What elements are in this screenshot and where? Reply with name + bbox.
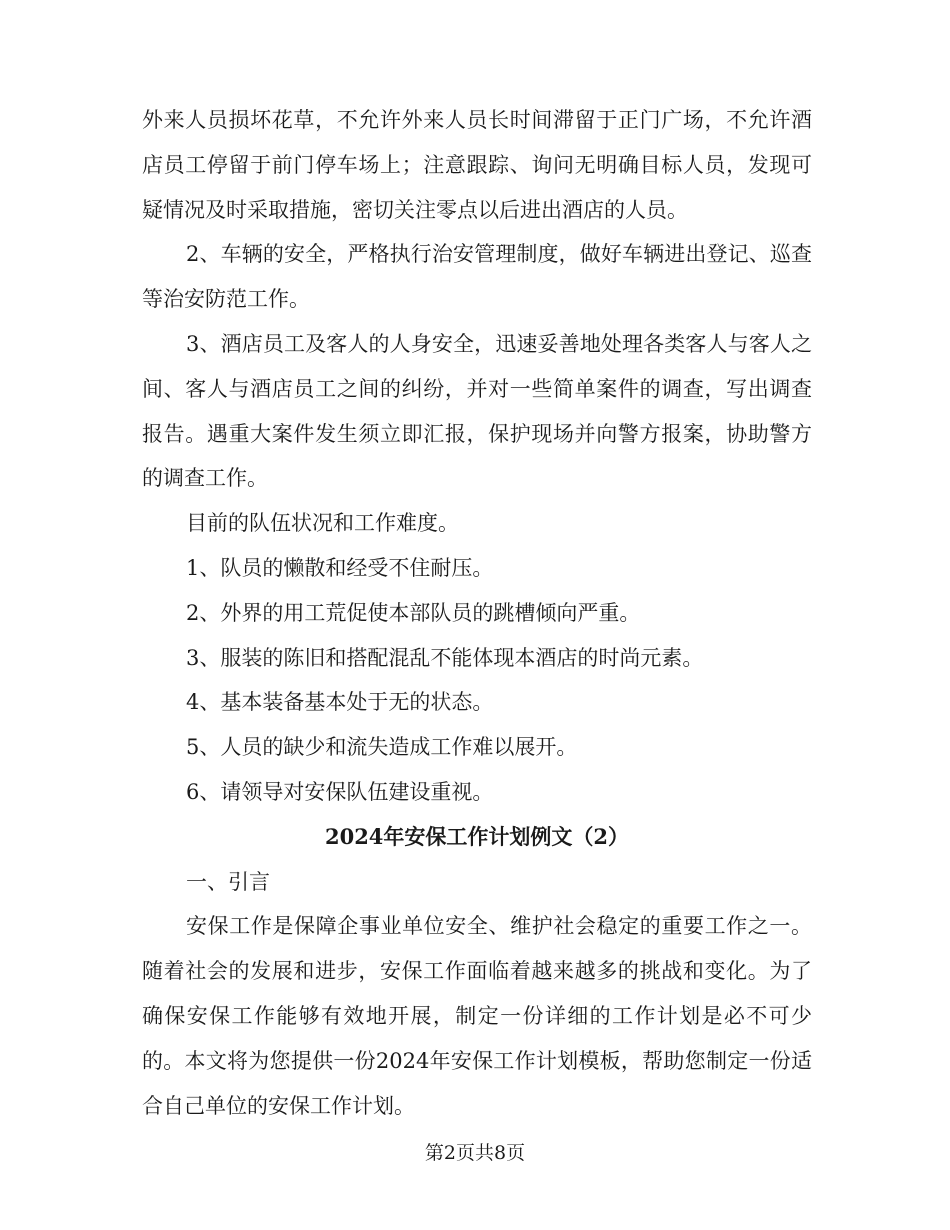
list-item-3: 3、服装的陈旧和搭配混乱不能体现本酒店的时尚元素。: [186, 645, 704, 670]
page-number-footer: 第2页共8页: [424, 1142, 526, 1164]
list-item-2: 2、外界的用工荒促使本部队员的跳槽倾向严重。: [186, 600, 641, 625]
section-title: 2024年安保工作计划例文（2）: [324, 823, 630, 849]
paragraph-1: 外来人员损坏花草，不允许外来人员长时间滞留于正门广场，不允许酒店员工停留于前门停车场上；注意跟踪、询问无明确目标人员，发现可疑情况及时采取措施，密切关注零点以后进出酒店的人员。: [142, 108, 812, 222]
document-body: [142, 98, 812, 1128]
list-item-5: 5、人员的缺少和流失造成工作难以展开。: [186, 735, 578, 760]
list-item-4: 4、基本装备基本处于无的状态。: [186, 690, 494, 715]
list-item-6: 6、请领导对安保队伍建设重视。: [186, 779, 494, 804]
list-item-1: 1、队员的懒散和经受不住耐压。: [186, 555, 494, 580]
paragraph-4: 目前的队伍状况和工作难度。: [186, 511, 459, 536]
paragraph-2: 2、车辆的安全，严格执行治安管理制度，做好车辆进出登记、巡查等治安防范工作。: [142, 242, 812, 312]
paragraph-3: 3、酒店员工及客人的人身安全，迅速妥善地处理各类客人与客人之间、客人与酒店员工之间的纠纷，并对一些简单案件的调查，写出调查报告。遇重大案件发生须立即汇报，保护现场并向警方报案，协助警方的调查工作。: [142, 331, 812, 491]
section-heading-intro: 一、引言: [186, 869, 270, 894]
section-paragraph-1: 安保工作是保障企事业单位安全、维护社会稳定的重要工作之一。随着社会的发展和进步，安保工作面临着越来越多的挑战和变化。为了确保安保工作能够有效地开展，制定一份详细的工作计划是必不可少的。本文将为您提供一份2024年安保工作计划模板，帮助您制定一份适合自己单位的安保工作计划。: [142, 914, 812, 1118]
